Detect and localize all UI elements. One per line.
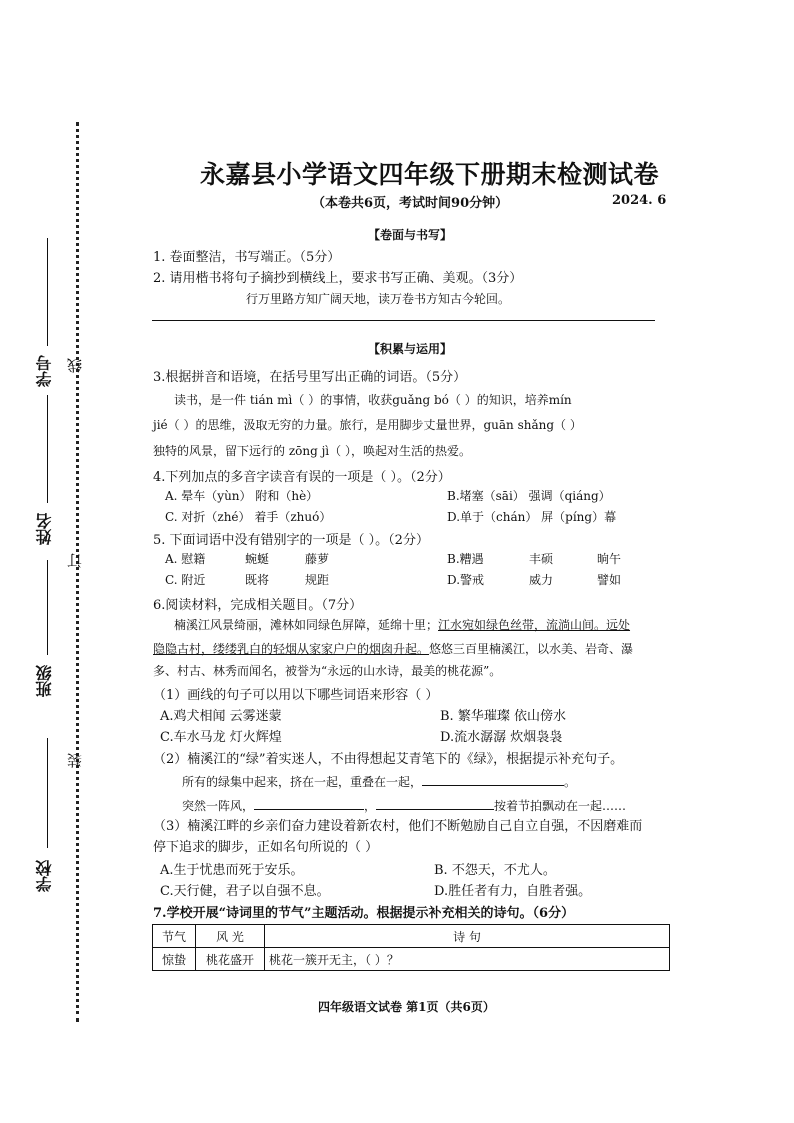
q5-option-d[interactable] — [447, 571, 622, 588]
q5b-word-1: B.糟遇 — [447, 552, 484, 566]
q5-option-c[interactable] — [165, 571, 330, 588]
q6-3-option-a[interactable]: A.生于忧患而死于安乐。 — [160, 863, 304, 878]
q5a-word-2: 蜿蜒 — [245, 552, 270, 566]
id-write-line[interactable] — [47, 238, 48, 346]
cell-verse-answer[interactable]: 桃花一簇开无主，（ ）？ — [265, 948, 670, 971]
binding-xian: 线 — [66, 358, 84, 373]
class-write-line[interactable] — [47, 560, 48, 655]
q5d-word-1: D.警戒 — [447, 573, 485, 587]
q5a-word-1: A. 慰籍 — [165, 552, 206, 566]
question-7-stem: 7.学校开展“诗词里的节气”主题活动。根据提示补充相关的诗句。（6分） — [153, 906, 575, 921]
header-verse: 诗 句 — [265, 925, 670, 948]
table-row — [153, 948, 670, 971]
poem-table — [152, 924, 670, 971]
q6-3-option-b[interactable]: B. 不怨天，不尤人。 — [434, 863, 556, 878]
question-1: 1. 卷面整洁，书写端正。（5分） — [153, 250, 341, 265]
passage-line-2-underlined: 隐隐古村，缕缕乳白的轻烟从家家户户的烟囱升起。 — [153, 642, 430, 656]
exam-title: 永嘉县小学语文四年级下册期末检测试卷 — [200, 160, 660, 189]
class-label: 班级 — [35, 665, 54, 697]
q6-2-blank-1[interactable] — [422, 773, 564, 786]
q6-1-option-a[interactable]: A.鸡犬相闻 云雾迷蒙 — [160, 709, 282, 724]
page-footer: 四年级语文试卷 第1页（共6页） — [318, 1000, 495, 1014]
header-solar-term: 节气 — [153, 925, 196, 948]
student-id-label: 学号 — [35, 355, 54, 387]
table-header-row — [153, 925, 670, 948]
binding-ding: 订 — [66, 553, 84, 568]
q6-2-blank-3[interactable] — [376, 797, 494, 810]
section-usage-title: 【积累与运用】 — [368, 342, 453, 356]
passage-line-2 — [153, 640, 633, 657]
passage-line-1 — [174, 616, 630, 633]
q5c-word-1: C. 附近 — [165, 573, 206, 587]
copy-sentence: 行万里路方知广阔天地，读万卷书方知古今轮回。 — [246, 292, 511, 306]
q6-2-line-2-comma: ， — [364, 799, 377, 813]
passage-line-3: 多、村古、林秀而闻名，被誉为“永远的山水诗，最美的桃花源”。 — [153, 664, 502, 678]
passage-line-1-plain: 楠溪江风景绮丽，滩林如同绿色屏障，延绵十里； — [174, 618, 439, 632]
q4-option-a[interactable]: A. 晕车（yùn） 附和（hè） — [165, 489, 319, 503]
question-6-stem: 6.阅读材料，完成相关题目。（7分） — [153, 598, 363, 613]
q4-option-d[interactable]: D.单于（chán） 屏（píng）幕 — [447, 510, 617, 524]
question-2: 2. 请用楷书将句子摘抄到横线上，要求书写正确、美观。（3分） — [153, 271, 523, 286]
copy-answer-line[interactable] — [152, 320, 655, 321]
q5a-word-3: 藤萝 — [305, 552, 330, 566]
q6-2-blank-2[interactable] — [254, 797, 364, 810]
q6-1-option-c[interactable]: C.车水马龙 灯火辉煌 — [160, 730, 282, 745]
question-3-line-3[interactable]: 独特的风景，留下远行的 zōng jì（ ），唤起对生活的热爱。 — [153, 444, 471, 458]
q6-sub-1: （1）画线的句子可以用以下哪些词语来形容（ ） — [153, 688, 439, 703]
q6-sub-3-line-1: （3）楠溪江畔的乡亲们奋力建设着新农村，他们不断勉励自己自立自强，不因磨难而 — [153, 819, 643, 834]
q5b-word-2: 丰硕 — [529, 552, 554, 566]
question-3-line-2[interactable]: jié（ ）的思维，汲取无穷的力量。旅行，是用脚步丈量世界，guān shǎng（ ） — [153, 418, 582, 432]
q6-2-line-1-end: 。 — [564, 775, 577, 789]
q6-3-option-c[interactable]: C.天行健，君子以自强不息。 — [160, 884, 330, 899]
exam-date: 2024. 6 — [612, 193, 667, 208]
q5b-word-3: 晌午 — [597, 552, 622, 566]
q4-option-c[interactable]: C. 对折（zhé） 着手（zhuó） — [165, 510, 332, 524]
q6-sub-3-line-2: 停下追求的脚步，正如名句所说的（ ） — [153, 840, 379, 855]
q6-2-line-1-text: 所有的绿集中起来，挤在一起，重叠在一起， — [182, 775, 423, 789]
q6-2-line-2 — [182, 797, 626, 814]
question-5-stem: 5. 下面词语中没有错别字的一项是（ ）。（2分） — [153, 533, 429, 548]
q6-sub-2: （2）楠溪江的“绿”着实迷人，不由得想起艾青笔下的《绿》，根据提示补充句子。 — [153, 752, 624, 767]
q5-option-b[interactable] — [447, 550, 622, 567]
q5-option-a[interactable] — [165, 550, 330, 567]
question-3-line-1[interactable]: 读书，是一件 tián mì（ ）的事情，收获guǎng bó（ ）的知识，培养mín — [174, 393, 572, 407]
passage-line-1-underlined: 江水宛如绿色丝带，流淌山间。远处 — [438, 618, 631, 632]
section-writing-title: 【卷面与书写】 — [368, 228, 453, 242]
name-write-line[interactable] — [47, 395, 48, 503]
q6-3-option-d[interactable]: D.胜任者有力，自胜者强。 — [434, 884, 592, 899]
school-label: 学校 — [35, 860, 54, 892]
name-label: 姓名 — [35, 513, 54, 545]
cell-solar-term: 惊蛰 — [153, 948, 196, 971]
q6-2-line-2-text: 突然一阵风， — [182, 799, 255, 813]
binding-zhuang: 装 — [66, 753, 84, 768]
q5c-word-3: 规距 — [305, 573, 330, 587]
question-4-stem: 4.下列加点的多音字读音有误的一项是（ ）。（2分） — [153, 470, 451, 485]
q5c-word-2: 既将 — [245, 573, 270, 587]
q6-1-option-b[interactable]: B. 繁华璀璨 依山傍水 — [440, 709, 566, 724]
q6-2-line-1 — [182, 773, 576, 790]
q4-option-b[interactable]: B.堵塞（sāi） 强调（qiáng） — [447, 489, 611, 503]
header-scenery: 风 光 — [196, 925, 265, 948]
q5d-word-2: 威力 — [529, 573, 554, 587]
cell-scenery: 桃花盛开 — [196, 948, 265, 971]
exam-subtitle: （本卷共6页，考试时间90分钟） — [312, 196, 509, 211]
q6-2-line-2-end: 按着节拍飘动在一起…… — [494, 799, 627, 813]
question-3-stem: 3.根据拼音和语境，在括号里写出正确的词语。（5分） — [153, 370, 467, 385]
school-write-line[interactable] — [47, 738, 48, 848]
q6-1-option-d[interactable]: D.流水潺潺 炊烟袅袅 — [440, 730, 563, 745]
passage-line-2-plain: 悠悠三百里楠溪江，以水美、岩奇、瀑 — [429, 642, 634, 656]
binding-dotted-line — [76, 122, 79, 1022]
q5d-word-3: 譬如 — [597, 573, 622, 587]
